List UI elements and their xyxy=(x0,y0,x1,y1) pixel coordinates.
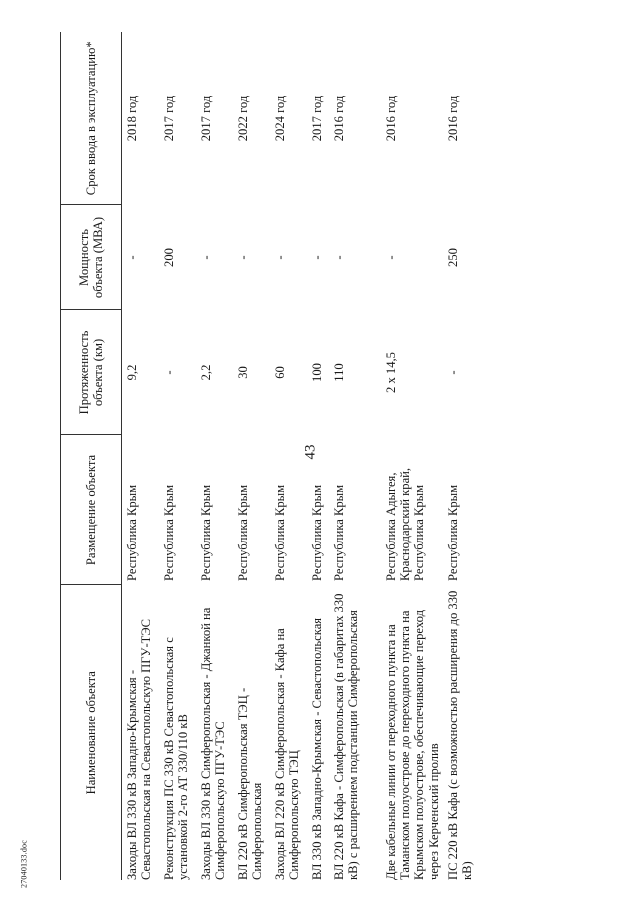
cell-location: Республика Крым xyxy=(161,484,176,581)
cell-commissioning: 2016 год xyxy=(445,95,460,142)
cell-name: ВЛ 330 кВ Западно-Крымская - Севастопольская xyxy=(309,617,324,880)
cell-capacity: - xyxy=(198,255,213,260)
cell-name: ПС 220 кВ Кафа (с возможностью расширения до 330 кВ) xyxy=(445,590,474,880)
facilities-table-rotated xyxy=(60,32,600,880)
cell-location: Республика Крым xyxy=(331,484,346,581)
cell-length: 30 xyxy=(235,366,250,379)
table-row xyxy=(329,32,381,880)
cell-location: Республика Крым xyxy=(198,484,213,581)
cell-location: Республика Крым xyxy=(235,484,250,581)
cell-length: 9,2 xyxy=(125,364,139,381)
cell-name: Заходы ВЛ 220 кВ Симферопольская - Кафа на Симферопольскую ТЭЦ xyxy=(272,628,301,880)
cell-location: Республика Крым xyxy=(125,484,139,581)
cell-capacity: 200 xyxy=(161,248,176,267)
cell-length: 110 xyxy=(331,363,346,382)
header-length: Протяженность объекта (км) xyxy=(61,310,122,435)
facilities-table xyxy=(60,32,483,880)
cell-capacity: - xyxy=(383,255,398,260)
cell-commissioning: 2017 год xyxy=(309,95,324,142)
table-row xyxy=(159,32,196,880)
header-location: Размещение объекта xyxy=(61,435,122,585)
cell-commissioning: 2018 год xyxy=(125,95,139,142)
header-commissioning: Срок ввода в эксплуатацию* xyxy=(61,32,122,205)
table-row xyxy=(270,32,307,880)
cell-length: 60 xyxy=(272,366,287,379)
table-row xyxy=(307,32,329,880)
header-row xyxy=(61,32,122,880)
cell-capacity: - xyxy=(272,255,287,260)
cell-length: 100 xyxy=(309,363,324,382)
header-name: Наименование объекта xyxy=(61,585,122,880)
cell-length: - xyxy=(445,370,460,375)
cell-commissioning: 2016 год xyxy=(383,95,398,142)
cell-capacity: - xyxy=(309,255,324,260)
cell-name: Заходы ВЛ 330 кВ Западно-Крымская - Севастопольская на Севастопольскую ПГУ-ТЭС xyxy=(125,618,154,880)
cell-length: 2,2 xyxy=(198,364,213,381)
table-row xyxy=(443,32,483,880)
cell-location: Республика Крым xyxy=(272,484,287,581)
header-capacity: Мощность объекта (МВА) xyxy=(61,205,122,310)
cell-commissioning: 2017 год xyxy=(161,95,176,142)
cell-location: Республика Адыгея, Краснодарский край, Республика Крым xyxy=(383,467,427,581)
cell-name: Две кабельные линии от переходного пункта на Таманском полуострове до переходного пункта на Крымском полуострове, обеспечивающие переход через Керченский пролив xyxy=(383,609,441,880)
table-header xyxy=(61,32,122,880)
table-row xyxy=(233,32,270,880)
table-row xyxy=(381,32,443,880)
cell-capacity: - xyxy=(331,255,346,260)
cell-name: ВЛ 220 кВ Симферопольская ТЭЦ - Симферопольская xyxy=(235,687,264,880)
cell-location: Республика Крым xyxy=(309,484,324,581)
cell-commissioning: 2022 год xyxy=(235,95,250,142)
cell-name: ВЛ 220 кВ Кафа - Симферопольская (в габаритах 330 кВ) с расширением подстанции Симферопольская xyxy=(331,593,360,880)
table-row xyxy=(196,32,233,880)
cell-capacity: - xyxy=(125,255,139,260)
cell-capacity: 250 xyxy=(445,248,460,267)
cell-name: Реконструкция ПС 330 кВ Севастопольская с установкой 2-го АТ 330/110 кВ xyxy=(161,637,190,880)
cell-commissioning: 2016 год xyxy=(331,95,346,142)
cell-location: Республика Крым xyxy=(445,484,460,581)
table-row xyxy=(122,32,159,880)
page-number: 43 xyxy=(302,444,319,460)
cell-length: - xyxy=(161,370,176,375)
table-body xyxy=(122,32,483,880)
cell-length: 2 x 14,5 xyxy=(383,352,398,393)
footer-document-code: 27040133.doc xyxy=(19,840,29,888)
cell-capacity: - xyxy=(235,255,250,260)
cell-commissioning: 2024 год xyxy=(272,95,287,142)
cell-name: Заходы ВЛ 330 кВ Симферопольская - Джанкой на Симферопольскую ПГУ-ТЭС xyxy=(198,607,227,880)
cell-commissioning: 2017 год xyxy=(198,95,213,142)
